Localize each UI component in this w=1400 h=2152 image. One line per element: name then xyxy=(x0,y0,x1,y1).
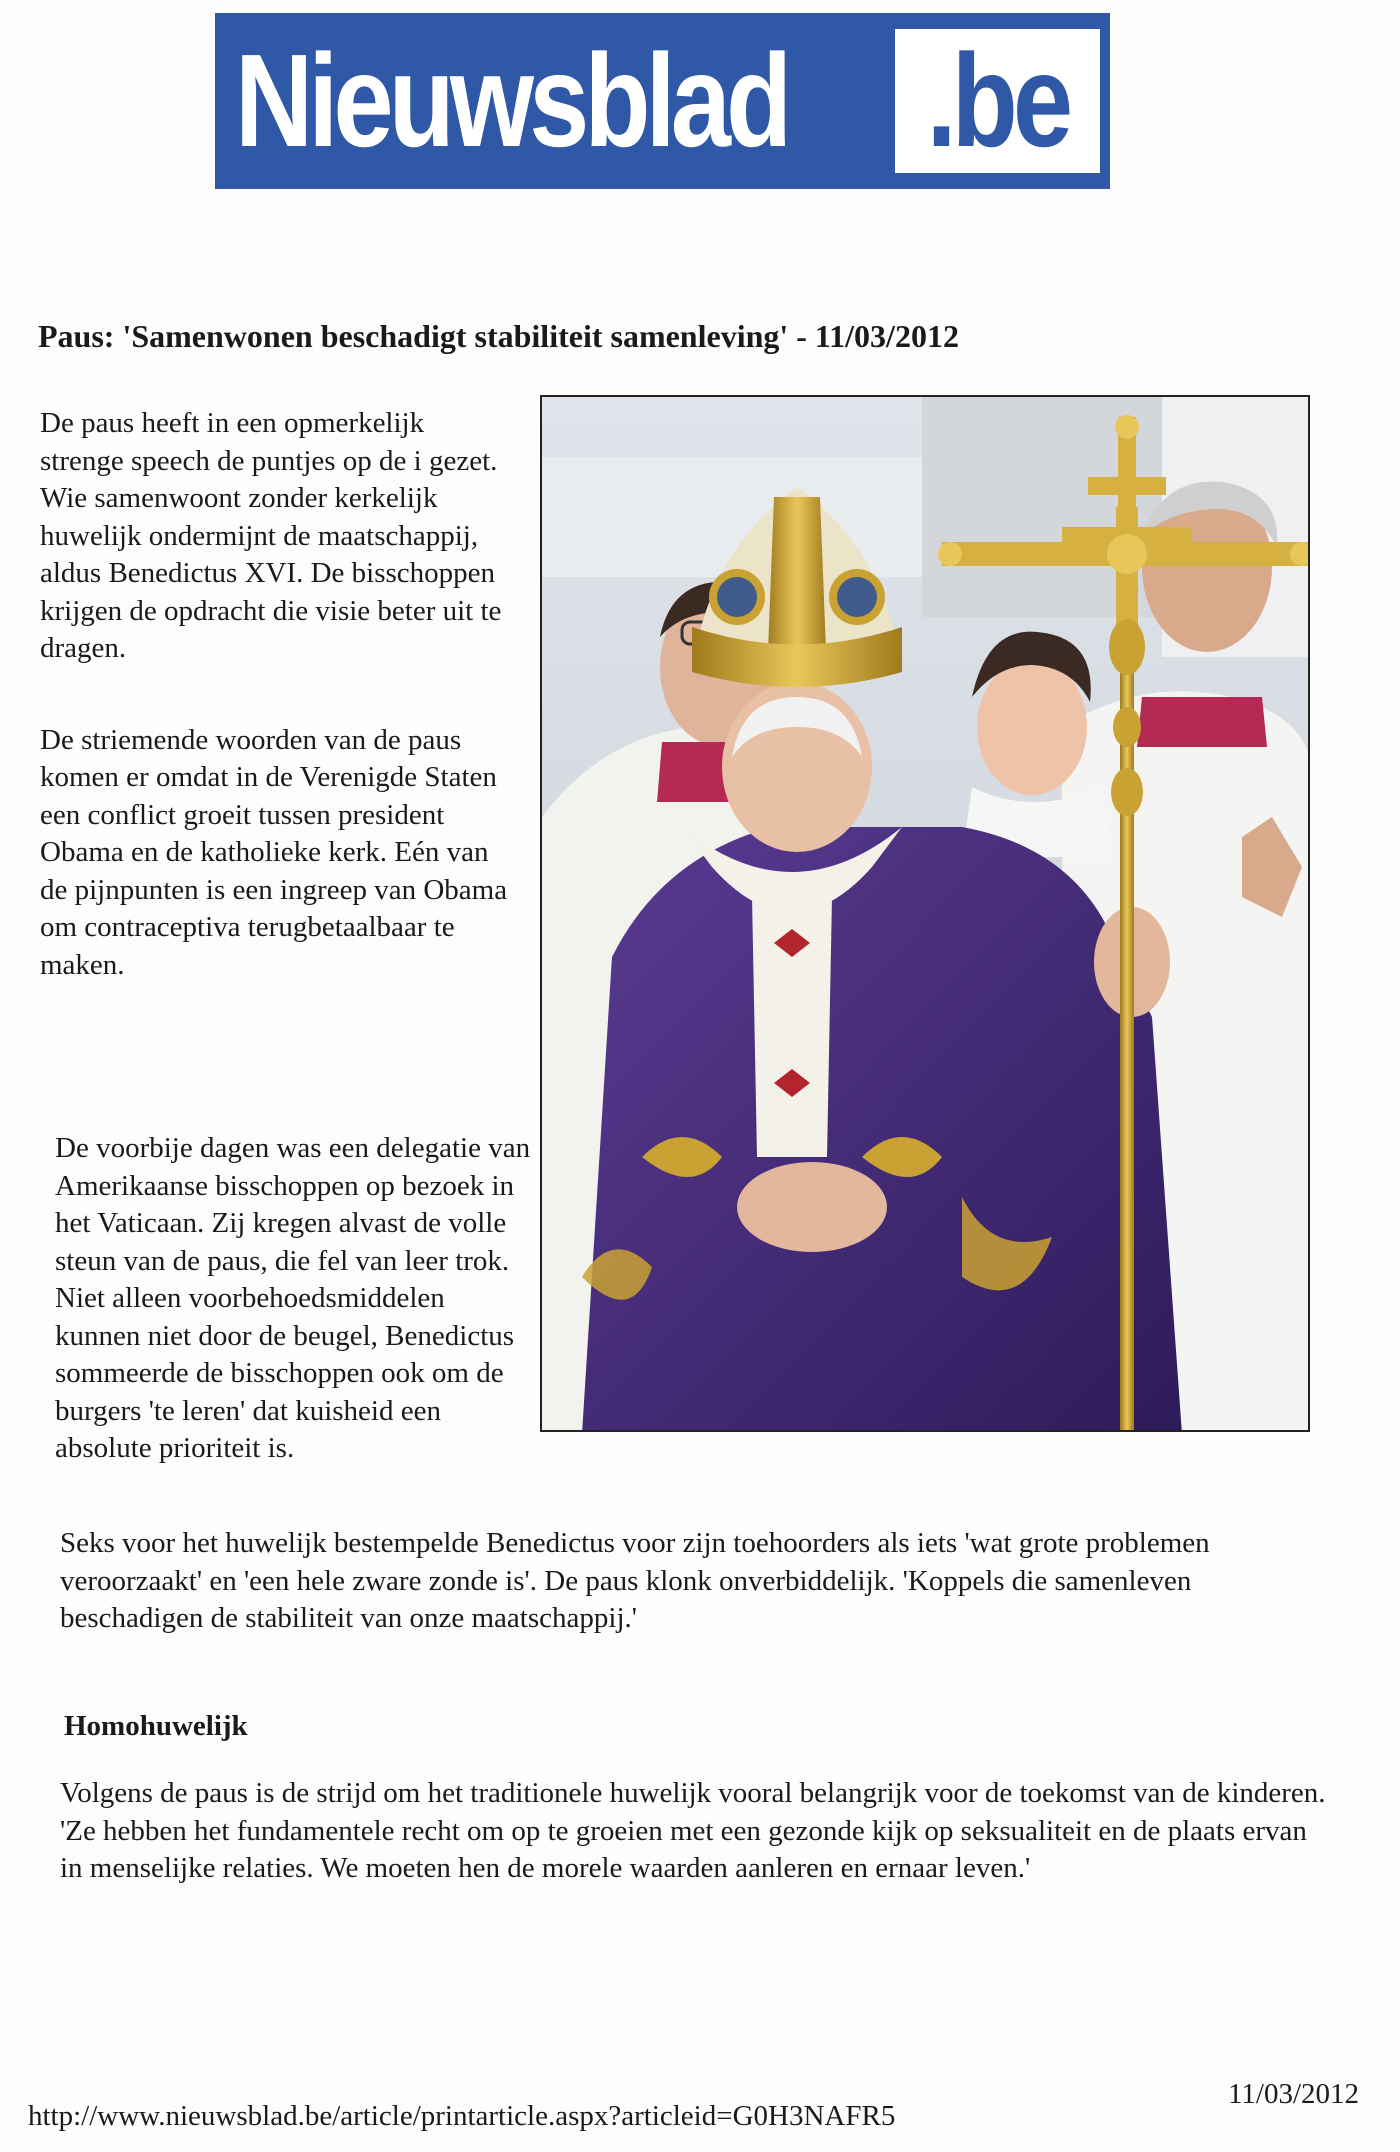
article-paragraph-3: De voorbije dagen was een delegatie van Amerikaanse bisschoppen op bezoek in het Vaticaan. Zij kregen alvast de volle steun van de paus, die fel van leer trok. Niet alleen voorbehoedsmiddelen kunnen niet door de beugel, Benedictus sommeerde de bisschoppen ook om de burgers 'te leren' dat kuisheid een absolute prioriteit is. xyxy=(55,1132,531,1464)
article-paragraph-5: Volgens de paus is de strijd om het traditionele huwelijk vooral belangrijk voor de toekomst van de kinderen. 'Ze hebben het fundamentele recht om op te groeien met een gezonde kijk op seksualiteit en de plaats ervan in menselijke relaties. We moeten hen de morele waarden aanleren en ernaar leven.' xyxy=(60,1777,1326,1884)
article-paragraph-4: Seks voor het huwelijk bestempelde Benedictus voor zijn toehoorders als iets 'wat grote problemen veroorzaakt' en 'een hele zware zonde is'. De paus klonk onverbiddelijk. 'Koppels die samenleven beschadigen de stabiliteit van onze maatschappij.' xyxy=(60,1527,1210,1634)
article-photo xyxy=(540,395,1310,1432)
footer-url: http://www.nieuwsblad.be/article/printarticle.aspx?articleid=G0H3NAFR5 xyxy=(28,2100,896,2132)
masthead-logo xyxy=(215,13,1110,189)
article-subheading: Homohuwelijk xyxy=(64,1710,248,1742)
article-body-column xyxy=(40,405,510,1036)
logo-tld-box xyxy=(895,29,1100,173)
logo-name: Nieuwsblad xyxy=(235,27,788,174)
article-paragraph-2: De striemende woorden van de paus komen er omdat in de Verenigde Staten een conflict groeit tussen president Obama en de katholieke kerk. Eén van de pijnpunten is een ingreep van Obama om contraceptiva terugbetaalbaar te maken. xyxy=(40,723,508,981)
article-paragraph-1: De paus heeft in een opmerkelijk strenge speech de puntjes op de i gezet. Wie samenwoont zonder kerkelijk huwelijk ondermijnt de maatschappij, aldus Benedictus XVI. De bisschoppen krijgen de opdracht die visie beter uit te dragen. xyxy=(40,407,502,664)
logo-tld: .be xyxy=(926,29,1069,173)
footer-date: 11/03/2012 xyxy=(1228,2078,1360,2110)
article-headline: Paus: 'Samenwonen beschadigt stabiliteit samenleving' - 11/03/2012 xyxy=(38,318,959,354)
pope-photo-illustration xyxy=(542,397,1310,1432)
